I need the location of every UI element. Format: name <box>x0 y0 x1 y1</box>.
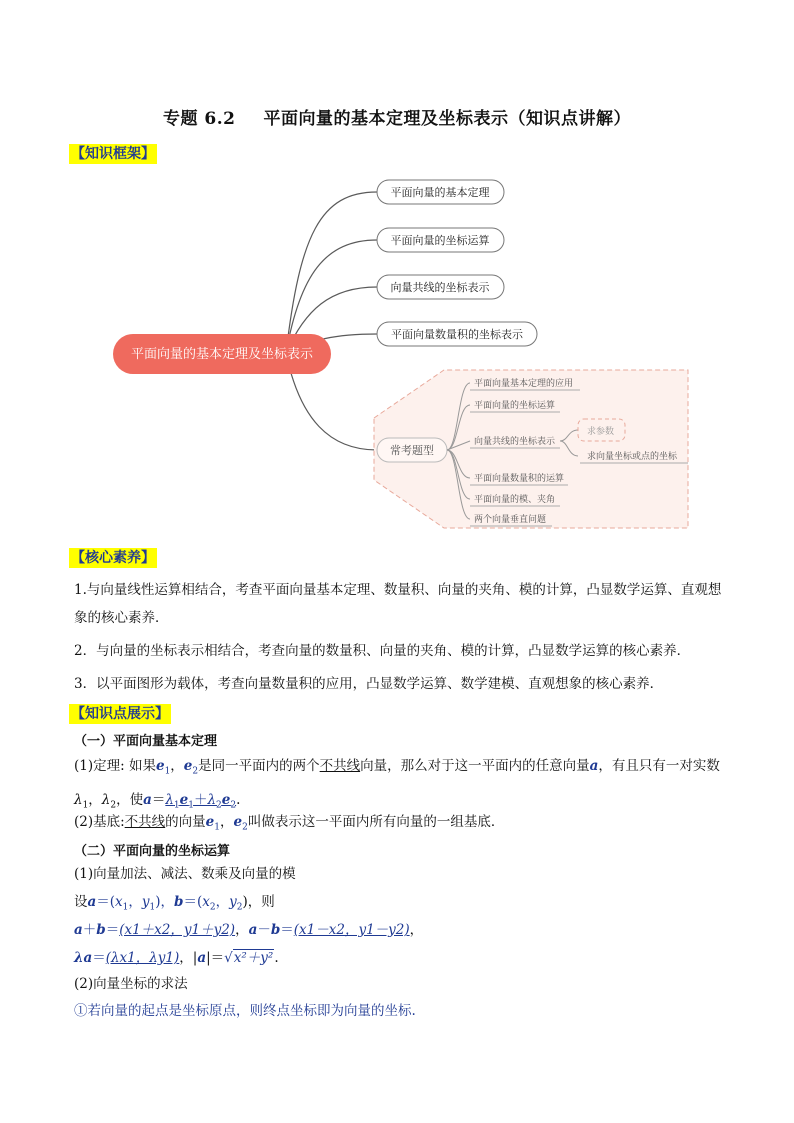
mind-branch-1: 平面向量的基本定理 <box>390 186 490 199</box>
coord-line-2: 设$a=(x_1$，$y_1$)，$b=(x_2$，$y_2$)，则 <box>74 894 275 913</box>
coord-line-1: (1)向量加法、减法、数乘及向量的模 <box>74 866 296 882</box>
coord-line-3: a＋b＝(x1＋x2，y1＋y2)，a－b＝(x1－x2，y1－y2)， <box>74 922 424 938</box>
mind-group-item-4: 平面向量数量积的运算 <box>474 474 565 484</box>
tag-knowledge: 【知识点展示】 <box>71 706 169 722</box>
basis-paragraph: (2)基底:不共线的向量$e_1$，$e_2$叫做表示这一平面内所有向量的一组基底． <box>74 814 505 833</box>
branch-line-1 <box>286 192 377 353</box>
literacy-item-1: 1.与向量线性运算相结合，考查平面向量基本定理、数量积、向量的夹角、模的计算，凸显数学运算、直观想象的核心素养． <box>74 582 722 626</box>
section1-heading: （一）平面向量基本定理 <box>74 734 218 749</box>
literacy-item-2: 2．与向量的坐标表示相结合，考查向量的数量积、向量的夹角、模的计算，凸显数学运算的核心素养． <box>74 643 691 659</box>
tag-literacy: 【核心素养】 <box>71 550 155 566</box>
mind-map <box>0 0 794 540</box>
mind-center: 平面向量的基本定理及坐标表示 <box>130 347 314 362</box>
title-text: 平面向量的基本定理及坐标表示（知识点讲解） <box>263 109 631 129</box>
mind-branch-3: 向量共线的坐标表示 <box>390 281 490 294</box>
mind-group-label: 常考题型 <box>390 444 434 457</box>
coord-line-4: λa＝(λx1，λy1)，|a|＝√x²＋y². <box>74 950 279 966</box>
mind-group-item-6: 两个向量垂直问题 <box>474 515 547 525</box>
mind-branch-4: 平面向量数量积的坐标表示 <box>391 328 523 341</box>
mind-subitem-2: 求向量坐标或点的坐标 <box>587 452 678 462</box>
mind-subitem-1: 求参数 <box>587 427 615 437</box>
literacy-item-3: 3．以平面图形为载体，考查向量数量积的应用，凸显数学运算、数学建模、直观想象的核心素养． <box>74 676 664 692</box>
mind-group-item-3: 向量共线的坐标表示 <box>474 437 556 447</box>
mind-group-item-1: 平面向量基本定理的应用 <box>474 379 574 389</box>
title-number: 专题 6.2 <box>163 109 236 129</box>
mind-branch-2: 平面向量的坐标运算 <box>390 234 490 247</box>
coord-line-5: (2)向量坐标的求法 <box>74 976 188 992</box>
section2-heading: （二）平面向量的坐标运算 <box>74 844 231 859</box>
tag-framework: 【知识框架】 <box>71 146 155 162</box>
mind-group-item-5: 平面向量的模、夹角 <box>474 495 556 505</box>
theorem-paragraph: (1)定理: 如果$e_1$，$e_2$是同一平面内的两个不共线向量，那么对于这一平面内的任意向量a，有且只有一对实数$\lambda_1$，$\lambda_2$，使$a=\lambda_1e_1+\lambda_2e_2$. <box>74 758 720 811</box>
coord-line-6: ①若向量的起点是坐标原点，则终点坐标即为向量的坐标. <box>74 1003 416 1019</box>
mind-group-item-2: 平面向量的坐标运算 <box>474 401 556 411</box>
